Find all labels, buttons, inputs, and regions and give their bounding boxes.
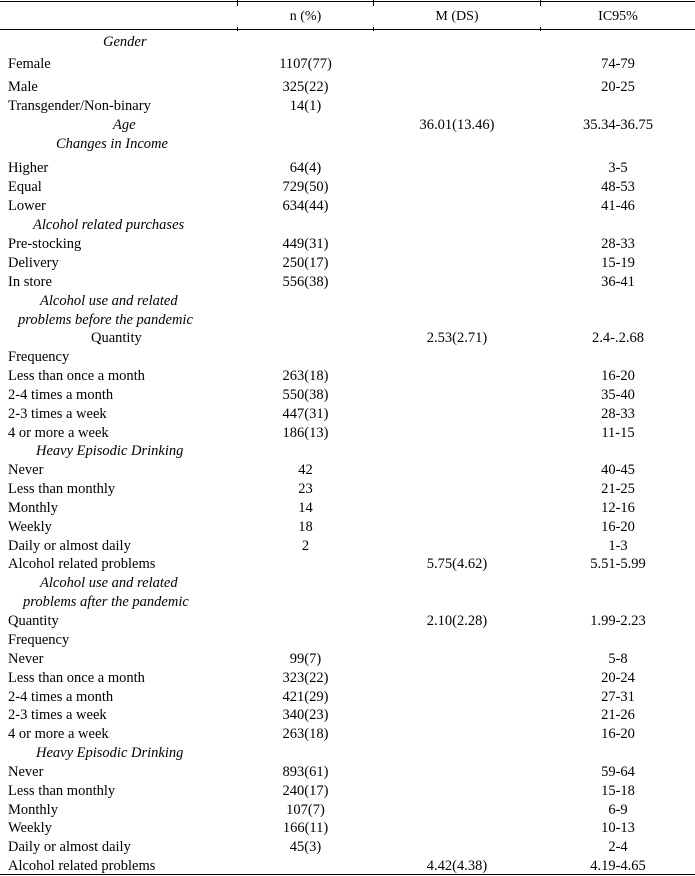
table-row	[0, 669, 695, 688]
cell-ci95: 1.99-2.23	[590, 613, 646, 629]
section-heading-row	[0, 216, 695, 235]
section-heading-row	[0, 744, 695, 763]
cell-ci95: 3-5	[608, 160, 628, 176]
cell-ci95: 35-40	[601, 387, 635, 403]
table-row	[0, 838, 695, 857]
cell-n-percent: 340(23)	[282, 707, 329, 723]
cell-n-percent: 14(1)	[289, 98, 322, 114]
row-label: Less than once a month	[8, 368, 145, 384]
cell-n-percent: 107(7)	[286, 802, 325, 818]
row-label: Alcohol use and related	[40, 293, 178, 309]
column-divider	[237, 0, 238, 6]
row-label: Delivery	[8, 255, 59, 271]
row-label: Daily or almost daily	[8, 538, 131, 554]
table-row	[0, 782, 695, 801]
cell-ci95: 12-16	[601, 500, 635, 516]
cell-n-percent: 250(17)	[282, 255, 329, 271]
row-label: Less than monthly	[8, 783, 116, 799]
cell-n-percent: 449(31)	[282, 236, 329, 252]
cell-n-percent: 64(4)	[289, 160, 322, 176]
row-label: Gender	[103, 34, 147, 50]
cell-ci95: 27-31	[601, 689, 635, 705]
row-label: Male	[8, 79, 38, 95]
table-row	[0, 763, 695, 782]
cell-n-percent: 447(31)	[282, 406, 329, 422]
cell-n-percent: 186(13)	[282, 425, 329, 441]
row-label: Alcohol related problems	[8, 858, 156, 874]
table-row	[0, 159, 695, 178]
row-label: Changes in Income	[56, 136, 168, 152]
row-label: problems after the pandemic	[23, 594, 189, 610]
row-label: Alcohol related problems	[8, 556, 156, 572]
cell-n-percent: 240(17)	[282, 783, 329, 799]
cell-n-percent: 325(22)	[282, 79, 329, 95]
cell-ci95: 28-33	[601, 406, 635, 422]
row-label: Monthly	[8, 802, 58, 818]
section-heading-row	[0, 442, 695, 461]
row-label: Lower	[8, 198, 46, 214]
cell-ci95: 41-46	[601, 198, 635, 214]
table-row	[0, 612, 695, 631]
table-row	[0, 801, 695, 820]
cell-ci95: 4.19-4.65	[590, 858, 646, 874]
cell-ci95: 20-25	[601, 79, 635, 95]
table-row	[0, 537, 695, 556]
row-label: 2-4 times a month	[8, 387, 114, 403]
cell-n-percent: 893(61)	[282, 764, 329, 780]
cell-ci95: 28-33	[601, 236, 635, 252]
row-label: Alcohol use and related	[40, 575, 178, 591]
header-n-percent: n (%)	[289, 9, 322, 24]
cell-ci95: 74-79	[601, 56, 635, 72]
table-row	[0, 97, 695, 116]
section-heading-row	[0, 593, 695, 612]
cell-ci95: 15-19	[601, 255, 635, 271]
row-label: Daily or almost daily	[8, 839, 131, 855]
cell-n-percent: 99(7)	[289, 651, 322, 667]
section-heading-row	[0, 33, 695, 52]
table-row	[0, 386, 695, 405]
table-row	[0, 348, 695, 367]
row-label: Never	[8, 651, 44, 667]
row-label: Higher	[8, 160, 49, 176]
row-label: Female	[8, 56, 51, 72]
table-row	[0, 254, 695, 273]
row-label: 4 or more a week	[8, 425, 109, 441]
section-heading-row	[0, 574, 695, 593]
row-label: 2-3 times a week	[8, 707, 107, 723]
table-row	[0, 650, 695, 669]
row-label: Less than once a month	[8, 670, 145, 686]
cell-mean-sd: 5.75(4.62)	[426, 556, 488, 572]
row-label: Frequency	[8, 632, 70, 648]
row-label: Heavy Episodic Drinking	[36, 443, 184, 459]
cell-ci95: 15-18	[601, 783, 635, 799]
cell-ci95: 36-41	[601, 274, 635, 290]
cell-n-percent: 263(18)	[282, 368, 329, 384]
row-label: In store	[8, 274, 52, 290]
table-bottom-rule	[0, 874, 695, 875]
table-row	[0, 819, 695, 838]
table-row	[0, 518, 695, 537]
cell-ci95: 21-25	[601, 481, 635, 497]
row-label: Never	[8, 462, 44, 478]
row-label: Less than monthly	[8, 481, 116, 497]
row-label: problems before the pandemic	[18, 312, 193, 328]
cell-ci95: 6-9	[608, 802, 628, 818]
table-row	[0, 235, 695, 254]
table-top-rule	[0, 1, 695, 2]
cell-ci95: 16-20	[601, 519, 635, 535]
table-row	[0, 273, 695, 292]
cell-n-percent: 263(18)	[282, 726, 329, 742]
table-row	[0, 555, 695, 574]
section-heading-row	[0, 292, 695, 311]
cell-n-percent: 421(29)	[282, 689, 329, 705]
table-row	[0, 55, 695, 74]
cell-ci95: 1-3	[608, 538, 628, 554]
cell-n-percent: 42	[298, 462, 313, 478]
cell-n-percent: 550(38)	[282, 387, 329, 403]
cell-mean-sd: 2.10(2.28)	[426, 613, 488, 629]
cell-ci95: 59-64	[601, 764, 635, 780]
row-label: Weekly	[8, 519, 52, 535]
table-row	[0, 424, 695, 443]
cell-ci95: 10-13	[601, 820, 635, 836]
row-label: Quantity	[8, 613, 59, 629]
cell-ci95: 16-20	[601, 726, 635, 742]
column-divider	[373, 0, 374, 6]
row-label: Alcohol related purchases	[33, 217, 185, 233]
table-row	[0, 499, 695, 518]
cell-n-percent: 729(50)	[282, 179, 329, 195]
row-label: Frequency	[8, 349, 70, 365]
cell-ci95: 2-4	[608, 839, 628, 855]
cell-ci95: 2.4-.2.68	[592, 330, 644, 346]
table-row	[0, 197, 695, 216]
cell-mean-sd: 4.42(4.38)	[426, 858, 488, 874]
row-label: 2-3 times a week	[8, 406, 107, 422]
row-label: Weekly	[8, 820, 52, 836]
row-label: Monthly	[8, 500, 58, 516]
table-row	[0, 405, 695, 424]
cell-n-percent: 1107(77)	[279, 56, 332, 72]
row-label: 4 or more a week	[8, 726, 109, 742]
cell-n-percent: 556(38)	[282, 274, 329, 290]
cell-ci95: 40-45	[601, 462, 635, 478]
column-divider	[540, 0, 541, 6]
table-row	[0, 461, 695, 480]
row-label: 2-4 times a month	[8, 689, 114, 705]
row-label: Age	[113, 117, 136, 133]
table-row	[0, 688, 695, 707]
row-label: Never	[8, 764, 44, 780]
cell-mean-sd: 36.01(13.46)	[419, 117, 495, 133]
table-row	[0, 78, 695, 97]
cell-ci95: 35.34-36.75	[582, 117, 654, 133]
row-label: Transgender/Non-binary	[8, 98, 151, 114]
row-label: Equal	[8, 179, 42, 195]
cell-n-percent: 323(22)	[282, 670, 329, 686]
cell-n-percent: 18	[298, 519, 313, 535]
cell-n-percent: 634(44)	[282, 198, 329, 214]
cell-n-percent: 14	[298, 500, 313, 516]
header-ci95: IC95%	[598, 9, 638, 24]
cell-ci95: 16-20	[601, 368, 635, 384]
cell-n-percent: 2	[301, 538, 310, 554]
row-label: Quantity	[91, 330, 142, 346]
row-label: Heavy Episodic Drinking	[36, 745, 184, 761]
table-row	[0, 631, 695, 650]
row-label: Pre-stocking	[8, 236, 82, 252]
cell-ci95: 21-26	[601, 707, 635, 723]
cell-n-percent: 23	[298, 481, 313, 497]
cell-ci95: 48-53	[601, 179, 635, 195]
section-heading-row	[0, 135, 695, 154]
section-heading-row	[0, 311, 695, 330]
table-row	[0, 706, 695, 725]
table-row	[0, 725, 695, 744]
cell-mean-sd: 2.53(2.71)	[426, 330, 488, 346]
table-row	[0, 329, 695, 348]
table-row	[0, 367, 695, 386]
cell-ci95: 11-15	[601, 425, 635, 441]
cell-ci95: 5-8	[608, 651, 628, 667]
cell-ci95: 5.51-5.99	[590, 556, 646, 572]
cell-n-percent: 166(11)	[282, 820, 329, 836]
cell-ci95: 20-24	[601, 670, 635, 686]
table-row	[0, 178, 695, 197]
cell-n-percent: 45(3)	[289, 839, 322, 855]
table-header-rule	[0, 29, 695, 30]
header-mean-sd: M (DS)	[435, 9, 479, 24]
section-heading-row	[0, 116, 695, 135]
table-row	[0, 480, 695, 499]
